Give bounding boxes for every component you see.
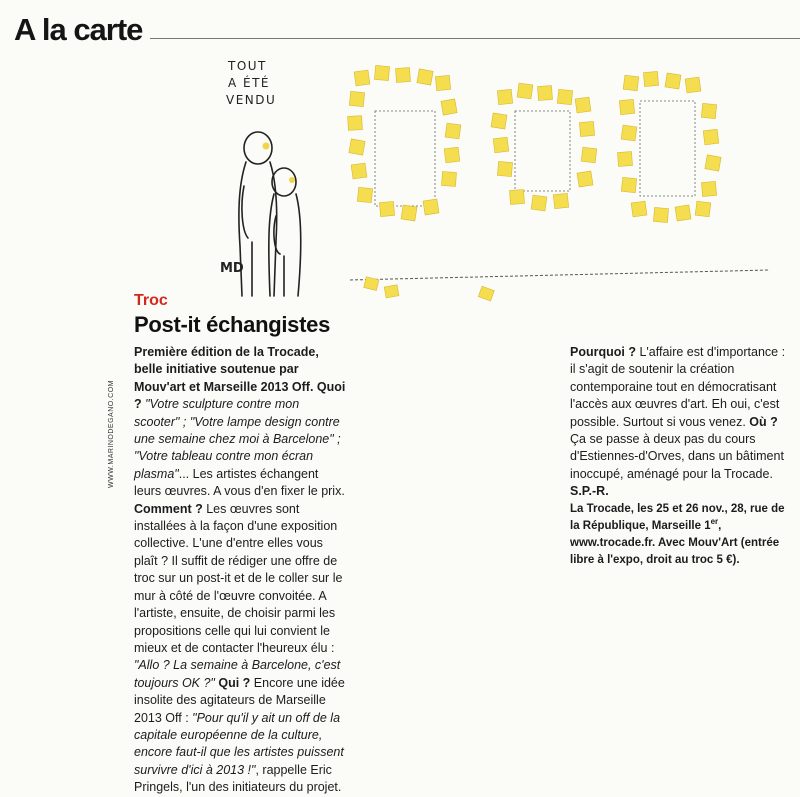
question-label: Quoi ? (134, 379, 346, 412)
postit (354, 70, 370, 86)
postit (493, 137, 509, 153)
postit (349, 139, 365, 155)
figure-body (269, 194, 301, 296)
frame-outline (375, 111, 435, 206)
postit (621, 177, 636, 192)
postit (497, 161, 512, 176)
section-title: A la carte (14, 12, 143, 47)
article-lead: Première édition de la Trocade, belle initiative soutenue par Mouv'art et Marseille 2013 Off. (134, 345, 319, 394)
figure-eye (263, 143, 270, 150)
frame-outline (515, 111, 570, 191)
postit (349, 91, 364, 106)
speech-line: TOUT (228, 59, 267, 73)
postit (441, 99, 457, 115)
postit (510, 190, 525, 205)
postit (553, 193, 568, 208)
article-kicker: Troc (134, 292, 168, 309)
postit (445, 123, 461, 139)
header-rule (150, 38, 800, 39)
postit (695, 201, 711, 217)
postit (423, 199, 439, 215)
postit (517, 83, 533, 99)
cartoon-signature: MD (220, 261, 244, 276)
postit (442, 172, 457, 187)
postit (705, 155, 721, 171)
postit (577, 171, 593, 187)
article-headline: Post-it échangistes (134, 312, 331, 337)
figure-eye (289, 177, 295, 183)
frame-outline (640, 101, 695, 196)
body-text: L'affaire est d'importance : il s'agit de soutenir la création contemporaine tout en démocratisant l'accès aux œuvres d'art. Eh oui, c'est possible. Surtout si vous venez. (570, 345, 786, 429)
postit (401, 205, 417, 221)
quote: "Pour qu'il y ait un off de la capitale européenne de la culture, encore faut-il que les artistes puissent survivre d'ici à 2013 !" (134, 710, 344, 777)
postit (374, 65, 389, 80)
postit (557, 89, 572, 104)
cartoon-illustration (180, 56, 770, 306)
column-1 (134, 344, 346, 797)
floor-line (350, 270, 770, 280)
postit (348, 116, 363, 131)
figure-arm (242, 186, 248, 238)
postit (701, 181, 716, 196)
postit (384, 285, 399, 298)
body-text: ... Les artistes échangent leurs œuvres. A vous d'en fixer le prix. (134, 466, 345, 499)
postit (497, 89, 512, 104)
body-text: , rappelle Eric Pringels, l'un des initiateurs du projet. (134, 762, 342, 795)
quote: "Votre sculpture contre mon scooter" ; "Votre lampe design contre une semaine chez moi à Barcelone" ; "Votre tableau contre mon écran plasma" (134, 397, 341, 481)
postit (701, 103, 716, 118)
postit (417, 69, 433, 85)
postit (579, 121, 594, 136)
postit (444, 147, 460, 163)
postit (396, 68, 411, 83)
postit (538, 86, 553, 101)
postit (379, 201, 394, 216)
illustration-credit: WWW.MARINODEGANO.COM (108, 380, 115, 488)
postit (621, 125, 637, 141)
postit (623, 75, 639, 91)
postit (435, 75, 450, 90)
postit (665, 73, 681, 89)
event-info: La Trocade, les 25 et 26 nov., 28, rue de la République, Marseille 1er, www.trocade.fr. Avec Mouv'Art (entrée libre à l'expo, droit au troc 5 €). (570, 502, 785, 566)
postit (685, 77, 701, 93)
postit (618, 152, 633, 167)
postit (357, 187, 372, 202)
column-3 (570, 344, 792, 569)
speech-line: VENDU (226, 93, 277, 107)
postit (351, 163, 367, 179)
body-text: Les œuvres sont installées à la façon d'une exposition collective. L'une d'entre elles vous plaît ? Il suffit de rédiger une offre de troc sur un post-it et de le coller sur le mur à côté de l'œuvre convoitée. A l'artiste, ensuite, de choisir parmi les propositions celle qui lui convient le mieux et de contacter l'heureux élu : (134, 501, 343, 655)
question-label: Pourquoi ? (570, 345, 636, 359)
postit (491, 113, 507, 129)
speech-line: A ÉTÉ (228, 76, 271, 90)
postit (581, 147, 597, 163)
postit (478, 286, 494, 301)
question-label: Qui ? (218, 675, 251, 690)
question-label: Où ? (749, 414, 778, 429)
postit (575, 97, 591, 113)
quote: "Allo ? La semaine à Barcelone, c'est toujours OK ?" (134, 658, 341, 690)
postit (364, 277, 379, 291)
postit (653, 207, 668, 222)
postit (643, 71, 658, 86)
postit (675, 205, 691, 221)
body-text: Ça se passe à deux pas du cours d'Estiennes-d'Orves, dans un bâtiment inoccupé, aménagé pour la Trocade. (570, 432, 784, 481)
postit (703, 129, 719, 145)
question-label: Comment ? (134, 501, 203, 516)
body-text: Encore une idée insolite des agitateurs de Marseille 2013 Off : (134, 675, 345, 725)
postit (531, 195, 547, 211)
author-signature: S.P.-R. (570, 484, 609, 499)
postit (631, 201, 647, 217)
postit (619, 99, 634, 114)
